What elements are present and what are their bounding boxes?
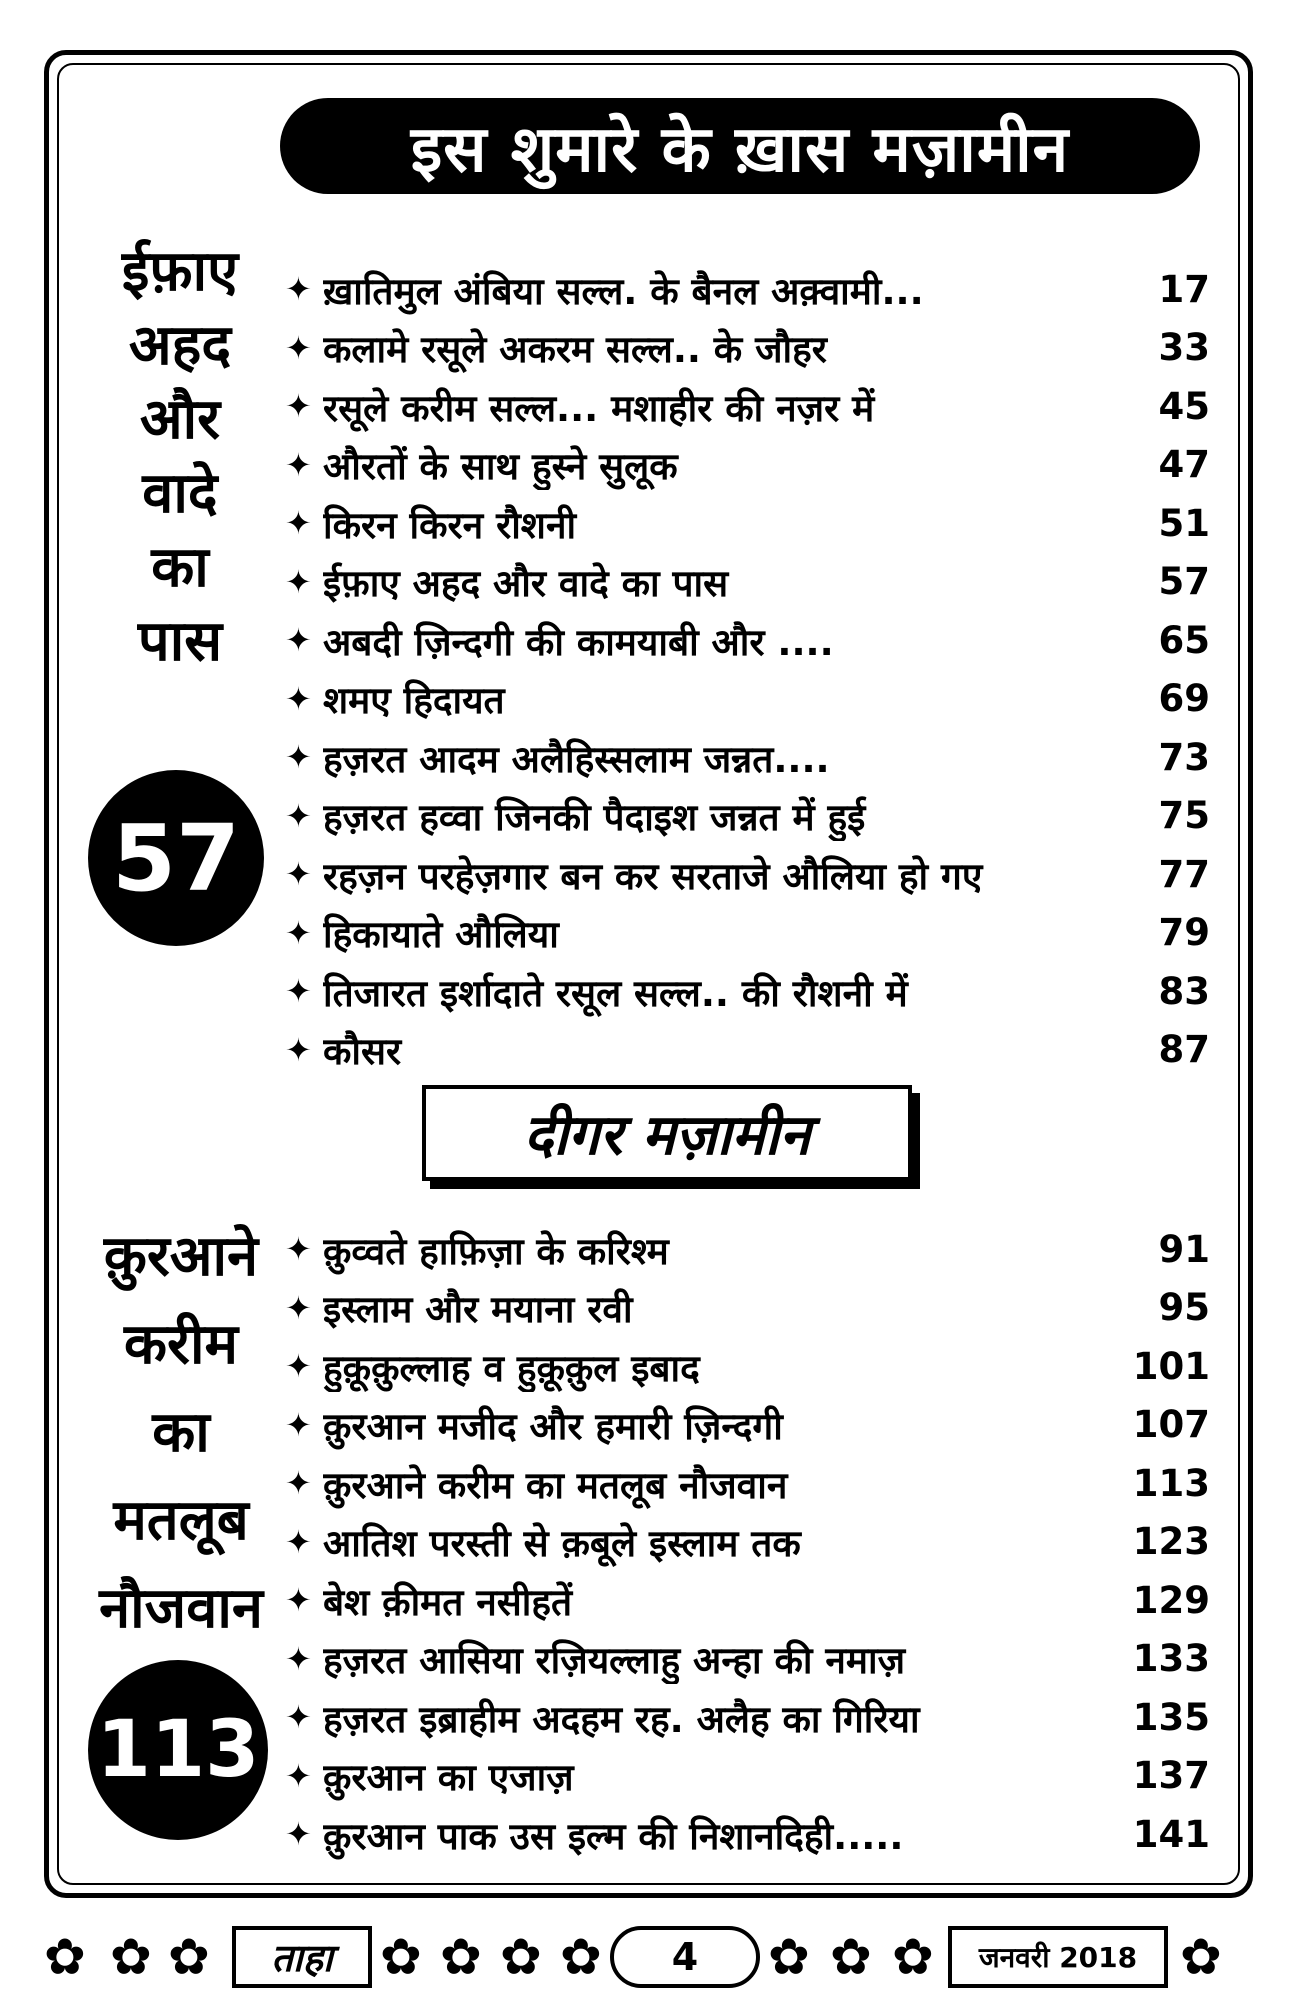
toc-row[interactable] <box>285 553 1210 612</box>
toc-page: 57 <box>1158 560 1210 604</box>
toc-row[interactable] <box>285 1805 1210 1864</box>
toc-title: हज़रत आदम अलैहिस्सलाम जन्नत.... <box>323 737 830 781</box>
toc-row[interactable] <box>285 611 1210 670</box>
toc-page: 91 <box>1158 1227 1210 1271</box>
toc-title: क़ुरआन मजीद और हमारी ज़िन्दगी <box>323 1405 783 1449</box>
toc-section-featured <box>285 260 1210 1079</box>
toc-section-other <box>285 1220 1210 1864</box>
flower-ornament-icon: ✿ <box>1180 1928 1222 1986</box>
toc-page: 135 <box>1132 1695 1210 1739</box>
toc-title: क़ुरआन पाक उस इल्म की निशानदिही..... <box>323 1814 904 1858</box>
toc-page: 33 <box>1158 326 1210 370</box>
toc-title: कलामे रसूले अकरम सल्ल.. के जौहर <box>323 328 827 372</box>
toc-row[interactable] <box>285 670 1210 729</box>
flower-ornament-icon: ✿ <box>892 1928 934 1986</box>
toc-row[interactable] <box>285 1021 1210 1080</box>
page-number: 4 <box>610 1926 760 1988</box>
toc-page: 101 <box>1132 1344 1210 1388</box>
side-label-line: मतलूब <box>113 1488 249 1553</box>
flower-ornament-icon: ✿ <box>768 1928 810 1986</box>
toc-page: 45 <box>1158 384 1210 428</box>
flower-ornament-icon: ✿ <box>560 1928 602 1986</box>
toc-row[interactable] <box>285 728 1210 787</box>
toc-page: 69 <box>1158 677 1210 721</box>
diamond-bullet-icon: ✦ <box>285 1288 312 1327</box>
diamond-bullet-icon: ✦ <box>285 855 312 894</box>
flower-ornament-icon: ✿ <box>500 1928 542 1986</box>
toc-row[interactable] <box>285 1747 1210 1806</box>
toc-row[interactable] <box>285 1630 1210 1689</box>
toc-page: 113 <box>1132 1461 1210 1505</box>
toc-title: क़ुरआने करीम का मतलूब नौजवान <box>323 1463 788 1507</box>
toc-page: 75 <box>1158 794 1210 838</box>
toc-page: 17 <box>1158 267 1210 311</box>
diamond-bullet-icon: ✦ <box>285 445 312 484</box>
toc-row[interactable] <box>285 1279 1210 1338</box>
toc-page: 137 <box>1132 1754 1210 1798</box>
diamond-bullet-icon: ✦ <box>285 562 312 601</box>
toc-page: 87 <box>1158 1028 1210 1072</box>
toc-row[interactable] <box>285 260 1210 319</box>
diamond-bullet-icon: ✦ <box>285 913 312 952</box>
flower-ornament-icon: ✿ <box>380 1928 422 1986</box>
toc-page: 133 <box>1132 1637 1210 1681</box>
flower-ornament-icon: ✿ <box>830 1928 872 1986</box>
toc-row[interactable] <box>285 1454 1210 1513</box>
toc-row[interactable] <box>285 1220 1210 1279</box>
side-label-bottom <box>66 1220 296 1646</box>
toc-row[interactable] <box>285 1396 1210 1455</box>
magazine-name: ताहा <box>232 1926 372 1988</box>
diamond-bullet-icon: ✦ <box>285 1698 312 1737</box>
page-footer <box>40 1922 1250 1992</box>
toc-title: तिजारत इर्शादाते रसूल सल्ल.. की रौशनी में <box>323 971 908 1015</box>
diamond-bullet-icon: ✦ <box>285 1522 312 1561</box>
toc-page: 77 <box>1158 852 1210 896</box>
toc-page: 129 <box>1132 1578 1210 1622</box>
side-label-line: का <box>152 1400 210 1465</box>
diamond-bullet-icon: ✦ <box>285 328 312 367</box>
side-label-line: नौजवान <box>99 1576 263 1641</box>
diamond-bullet-icon: ✦ <box>285 1581 312 1620</box>
toc-row[interactable] <box>285 377 1210 436</box>
side-label-line: और <box>139 387 221 452</box>
toc-row[interactable] <box>285 1337 1210 1396</box>
toc-title: ख़ातिमुल अंबिया सल्ल. के बैनल अक़्वामी... <box>323 269 924 313</box>
toc-page: 65 <box>1158 618 1210 662</box>
toc-page: 107 <box>1132 1403 1210 1447</box>
flower-ornament-icon: ✿ <box>440 1928 482 1986</box>
toc-title: हुक़ूक़ुल्लाह व हुक़ूक़ुल इबाद <box>323 1346 700 1390</box>
diamond-bullet-icon: ✦ <box>285 270 312 309</box>
diamond-bullet-icon: ✦ <box>285 796 312 835</box>
side-label-line: करीम <box>124 1312 238 1377</box>
side-label-line: वादे <box>142 461 218 526</box>
diamond-bullet-icon: ✦ <box>285 1347 312 1386</box>
flower-ornament-icon: ✿ <box>44 1928 86 1986</box>
side-label-line: क़ुरआने <box>103 1224 259 1289</box>
toc-row[interactable] <box>285 904 1210 963</box>
diamond-bullet-icon: ✦ <box>285 1230 312 1269</box>
toc-row[interactable] <box>285 962 1210 1021</box>
toc-title: हज़रत आसिया रज़ियल्लाहु अन्हा की नमाज़ <box>323 1639 906 1683</box>
toc-page: 79 <box>1158 911 1210 955</box>
flower-ornament-icon: ✿ <box>168 1928 210 1986</box>
toc-title: ईफ़ाए अहद और वादे का पास <box>323 562 729 606</box>
toc-title: रसूले करीम सल्ल... मशाहीर की नज़र में <box>323 386 875 430</box>
toc-row[interactable] <box>285 319 1210 378</box>
diamond-bullet-icon: ✦ <box>285 1464 312 1503</box>
section-subheader: दीगर मज़ामीन <box>422 1085 912 1181</box>
toc-page: 83 <box>1158 969 1210 1013</box>
diamond-bullet-icon: ✦ <box>285 621 312 660</box>
toc-page: 47 <box>1158 443 1210 487</box>
toc-title: हिकायाते औलिया <box>323 913 559 957</box>
flower-ornament-icon: ✿ <box>110 1928 152 1986</box>
diamond-bullet-icon: ✦ <box>285 504 312 543</box>
diamond-bullet-icon: ✦ <box>285 387 312 426</box>
toc-page: 123 <box>1132 1520 1210 1564</box>
toc-row[interactable] <box>285 787 1210 846</box>
toc-title: बेश क़ीमत नसीहतें <box>323 1580 573 1624</box>
side-label-line: अहद <box>128 313 232 378</box>
diamond-bullet-icon: ✦ <box>285 1405 312 1444</box>
toc-page: 51 <box>1158 501 1210 545</box>
toc-page: 141 <box>1132 1812 1210 1856</box>
toc-title: अबदी ज़िन्दगी की कामयाबी और .... <box>323 620 834 664</box>
page-title: इस शुमारे के ख़ास मज़ामीन <box>280 98 1200 194</box>
diamond-bullet-icon: ✦ <box>285 1030 312 1069</box>
toc-row[interactable] <box>285 845 1210 904</box>
toc-title: क़ुरआन का एजाज़ <box>323 1756 574 1800</box>
diamond-bullet-icon: ✦ <box>285 679 312 718</box>
side-label-line: का <box>151 535 209 600</box>
toc-title: किरन किरन रौशनी <box>323 503 577 547</box>
toc-title: रहज़न परहेज़गार बन कर सरताजे औलिया हो गए <box>323 854 983 898</box>
toc-row[interactable] <box>285 494 1210 553</box>
diamond-bullet-icon: ✦ <box>285 1639 312 1678</box>
toc-row[interactable] <box>285 1688 1210 1747</box>
toc-title: इस्लाम और मयाना रवी <box>323 1288 633 1332</box>
side-label-line: ईफ़ाए <box>121 239 239 304</box>
toc-row[interactable] <box>285 1513 1210 1572</box>
diamond-bullet-icon: ✦ <box>285 1815 312 1854</box>
featured-page-badge: 57 <box>88 770 264 946</box>
toc-title: शमए हिदायत <box>323 679 505 723</box>
diamond-bullet-icon: ✦ <box>285 1756 312 1795</box>
side-label-line: पास <box>137 609 223 674</box>
toc-title: हज़रत इब्राहीम अदहम रह. अलैह का गिरिया <box>323 1697 920 1741</box>
toc-title: कौसर <box>323 1030 402 1074</box>
toc-title: आतिश परस्ती से क़बूले इस्लाम तक <box>323 1522 801 1566</box>
diamond-bullet-icon: ✦ <box>285 972 312 1011</box>
toc-page: 73 <box>1158 735 1210 779</box>
issue-date: जनवरी 2018 <box>948 1926 1168 1988</box>
diamond-bullet-icon: ✦ <box>285 738 312 777</box>
side-label-top <box>70 235 290 679</box>
toc-title: हज़रत हव्वा जिनकी पैदाइश जन्नत में हुई <box>323 796 866 840</box>
featured-page-badge: 113 <box>88 1660 268 1840</box>
toc-title: औरतों के साथ हुस्ने सुलूक <box>323 445 678 489</box>
toc-row[interactable] <box>285 1571 1210 1630</box>
toc-title: क़ुव्वते हाफ़िज़ा के करिश्म <box>323 1229 669 1273</box>
toc-row[interactable] <box>285 436 1210 495</box>
toc-page: 95 <box>1158 1286 1210 1330</box>
